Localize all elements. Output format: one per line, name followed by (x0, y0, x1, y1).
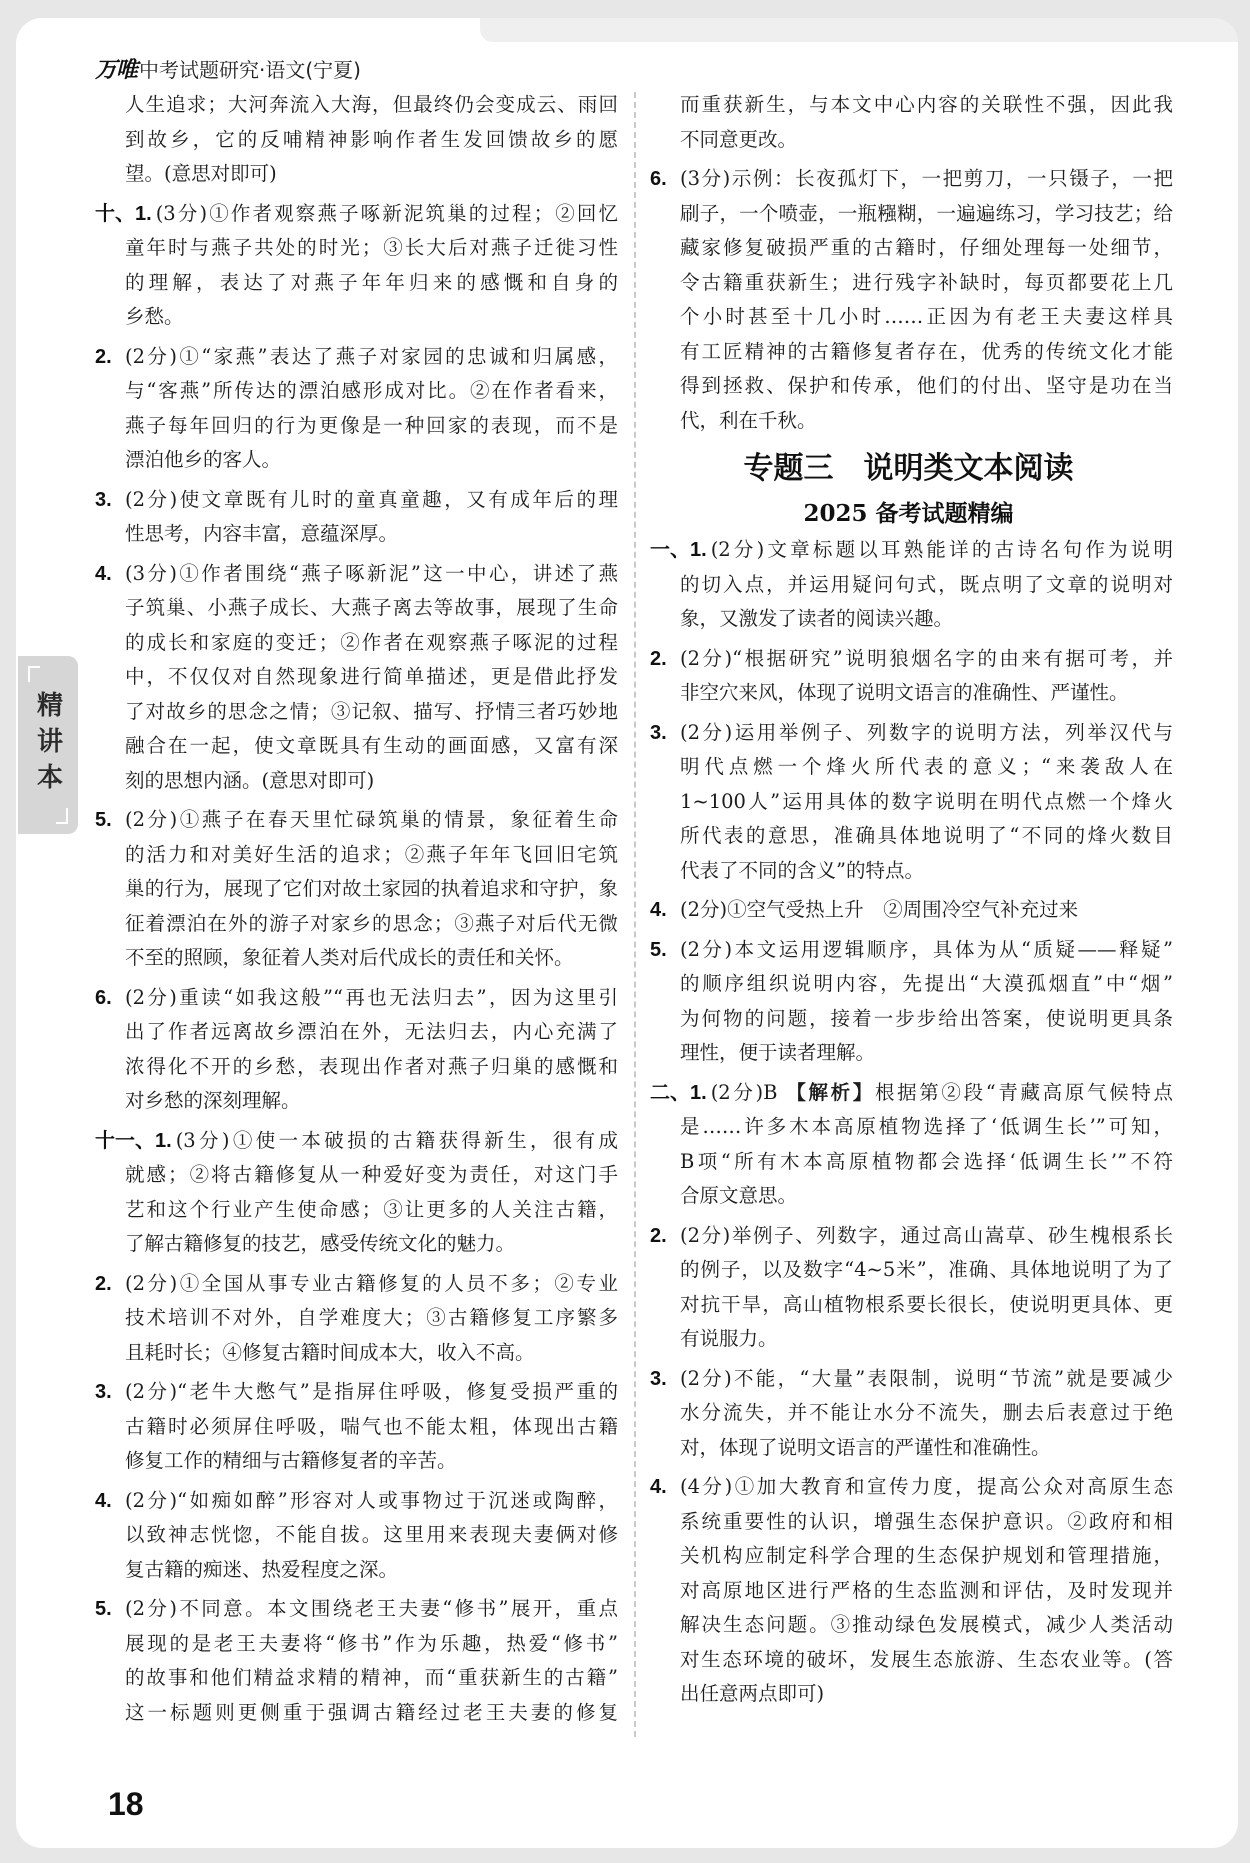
answer-line (125, 409, 618, 444)
answer-line (650, 1470, 1173, 1505)
answer-text: 不至的照顾，象征着人类对后代成长的责任和关怀。 (125, 946, 574, 969)
answer-line (125, 1553, 618, 1588)
answer-line (125, 517, 618, 552)
answer-line (125, 1696, 618, 1731)
item-number: 4. (95, 562, 112, 585)
section-title-text: 说明类文本阅读 (863, 451, 1074, 486)
answer-text: (2分)“如痴如醉”形容对人或事物过于沉迷或陶醉， (125, 1488, 618, 1512)
item-number: 3. (95, 488, 112, 511)
answer-line (95, 340, 618, 375)
answer-item (650, 933, 1173, 1071)
answer-line (680, 1110, 1173, 1145)
item-number: 2. (650, 647, 667, 670)
answer-text-segment: 根据第②段“青藏高原气候特点 (874, 1080, 1173, 1104)
answer-text: 对高原地区进行严格的生态监测和评估，及时发现并 (680, 1578, 1173, 1602)
answer-line (680, 1643, 1173, 1678)
answer-line (125, 660, 618, 695)
answer-item (95, 197, 618, 335)
answer-text: 展现的是老王夫妻将“修书”作为乐趣，热爱“修书” (125, 1631, 618, 1655)
answer-text: 的例子，以及数字“4~5米”，准确、具体地说明了为了 (680, 1258, 1173, 1281)
answer-text: 的切入点，并运用疑问句式，既点明了文章的说明对 (680, 572, 1173, 596)
answer-text: 代表了不同的含义”的特点。 (680, 858, 924, 882)
answer-line (125, 1410, 618, 1445)
answer-line (125, 764, 618, 799)
answer-line (680, 1608, 1173, 1643)
answer-item (95, 803, 618, 976)
answer-text: (2分)①全国从事专业古籍修复的人员不多；②专业 (125, 1271, 618, 1295)
item-number: 2. (95, 345, 112, 368)
answer-line (95, 197, 618, 232)
page-number: 18 (108, 1786, 144, 1822)
answer-line (125, 374, 618, 409)
answer-line (95, 1484, 618, 1519)
answer-item (650, 716, 1173, 889)
answer-line (125, 1661, 618, 1696)
answer-text: 技术培训不对外，自学难度大；③古籍修复工序繁多 (125, 1306, 618, 1329)
answer-item (125, 88, 618, 192)
right-column-answers (650, 533, 1173, 1712)
section-side-tab (18, 656, 78, 834)
answer-line (680, 1505, 1173, 1540)
answer-line (125, 1050, 618, 1085)
answer-item (650, 893, 1173, 928)
answer-text: 是……许多木本高原植物选择了‘低调生长’”可知， (680, 1115, 1173, 1138)
answer-text: 童年时与燕子共处的时光；③长大后对燕子迁徙习性 (125, 236, 618, 259)
answer-line (650, 1362, 1173, 1397)
answer-text: 系统重要性的认识，增强生态保护意识。②政府和相 (680, 1509, 1173, 1533)
answer-line (680, 1431, 1173, 1466)
answer-text: 合原文意思。 (680, 1184, 798, 1207)
answer-line (680, 854, 1173, 889)
answer-line (680, 819, 1173, 854)
answer-line (125, 123, 618, 158)
answer-text: 艺和这个行业产生使命感；③让更多的人关注古籍， (125, 1197, 618, 1221)
section-label: 专题三 (743, 451, 834, 486)
answer-line (125, 695, 618, 730)
answer-text: 所代表的意思，准确具体地说明了“不同的烽火数目 (680, 824, 1173, 847)
answer-text: 出了作者远离故乡漂泊在外，无法归去，内心充满了 (125, 1020, 618, 1043)
answer-item (95, 1124, 618, 1262)
answer-line (680, 967, 1173, 1002)
answer-text: 融合在一起，使文章既具有生动的画面感，又富有深 (125, 734, 618, 757)
item-number: 4. (95, 1489, 112, 1512)
answer-text: (2分)不能，“大量”表限制，说明“节流”就是要减少 (680, 1366, 1173, 1390)
answer-line (125, 157, 618, 192)
answer-item (95, 1375, 618, 1479)
answer-text: 与“客燕”所传达的漂泊感形成对比。②在作者看来， (125, 379, 618, 402)
top-band (480, 18, 1238, 42)
answer-item (95, 1267, 618, 1371)
right-column-continued-answers (650, 88, 1173, 438)
answer-text: (3分)示例：长夜孤灯下，一把剪刀，一只镊子，一把 (680, 167, 1173, 190)
book-title: 中考试题研究·语文(宁夏) (139, 57, 361, 82)
answer-line (680, 1322, 1173, 1357)
answer-item (95, 340, 618, 478)
answer-line (680, 300, 1173, 335)
answer-line (125, 1015, 618, 1050)
answer-text: (2分)①燕子在春天里忙碌筑巢的情景，象征着生命 (125, 808, 618, 831)
item-number: 4. (650, 899, 667, 921)
answer-text: 性思考，内容丰富，意蕴深厚。 (125, 522, 399, 545)
answer-text: 解决生态问题。③推动绿色发展模式，减少人类活动 (680, 1613, 1173, 1636)
answer-item (650, 162, 1173, 438)
answer-text: 非空穴来风，体现了说明文语言的准确性、严谨性。 (680, 681, 1129, 704)
answer-line (680, 676, 1173, 711)
answer-line (95, 1592, 618, 1627)
answer-text: (3分)①使一本破损的古籍获得新生，很有成 (175, 1128, 618, 1152)
item-number: 3. (95, 1381, 112, 1403)
answer-line (650, 1219, 1173, 1254)
brand-logo: 万唯 (95, 57, 138, 83)
answer-line (95, 803, 618, 838)
answer-line (680, 1539, 1173, 1574)
item-number: 2. (95, 1272, 112, 1295)
item-number: 5. (95, 809, 112, 831)
item-number: 6. (95, 986, 112, 1009)
answer-text: 对，体现了说明文语言的严谨性和准确性。 (680, 1435, 1051, 1459)
left-column (95, 88, 618, 1735)
answer-line (125, 1193, 618, 1228)
answer-text: 明代点燃一个烽火所代表的意义；“来袭敌人在 (680, 755, 1173, 778)
answer-line (680, 369, 1173, 404)
answer-line (680, 1288, 1173, 1323)
answer-text: 修复工作的精细与古籍修复者的辛苦。 (125, 1449, 457, 1472)
side-tab-label: 精讲本 (32, 691, 63, 799)
answer-text: 令古籍重获新生；进行残字补缺时，每页都要花上几 (680, 270, 1173, 294)
answer-text: (2分)本文运用逻辑顺序，具体为从“质疑——释疑” (680, 937, 1173, 961)
item-number: 十、1. (95, 202, 152, 225)
answer-line (680, 602, 1173, 637)
answer-text: 的活力和对美好生活的追求；②燕子年年飞回旧宅筑 (125, 842, 618, 866)
answer-text: 且耗时长；④修复古籍时间成本大，收入不高。 (125, 1340, 535, 1364)
answer-item (650, 1219, 1173, 1357)
answer-line (125, 872, 618, 907)
answer-item (650, 1470, 1173, 1712)
answer-line (125, 1336, 618, 1371)
answer-text: (2分)①“家燕”表达了燕子对家园的忠诚和归属感， (125, 344, 618, 368)
answer-text: (2分)“根据研究”说明狼烟名字的由来有据可考，并 (680, 646, 1173, 670)
answer-text: 漂泊他乡的客人。 (125, 448, 282, 471)
item-number: 5. (650, 938, 667, 961)
answer-item (95, 1592, 618, 1730)
answer-text: 象，又激发了读者的阅读兴趣。 (680, 607, 954, 630)
answer-text: 对抗干旱，高山植物根系要长很长，使说明更具体、更 (680, 1292, 1173, 1316)
answer-line (650, 893, 1173, 928)
answer-line (680, 335, 1173, 370)
answer-text: 而重获新生，与本文中心内容的关联性不强，因此我 (680, 93, 1173, 116)
answer-text: 对乡愁的深刻理解。 (125, 1089, 301, 1112)
answer-text: 藏家修复破损严重的古籍时，仔细处理每一处细节， (680, 236, 1173, 259)
answer-text: (2分)运用举例子、列数字的说明方法，列举汉代与 (680, 720, 1173, 744)
answer-text: 理性，便于读者理解。 (680, 1041, 876, 1064)
answer-text: 水分流失，并不能让水分不流失，删去后表意过于绝 (680, 1401, 1173, 1424)
answer-text: 复古籍的痴迷、热爱程度之深。 (125, 1557, 399, 1581)
answer-text: 人生追求；大河奔流入大海，但最终仍会变成云、雨回 (125, 93, 618, 116)
answer-line (125, 729, 618, 764)
answer-text: 乡愁。 (125, 305, 184, 328)
answer-text: 的成长和家庭的变迁；②作者在观察燕子啄泥的过程 (125, 630, 618, 654)
answer-line (125, 231, 618, 266)
answer-text: 个小时甚至十几小时……正因为有老王夫妻这样具 (680, 305, 1173, 328)
answer-line (680, 197, 1173, 232)
answer-item (95, 483, 618, 552)
answer-line (680, 1677, 1173, 1712)
answer-line (125, 941, 618, 976)
answer-line (680, 1002, 1173, 1037)
answer-line (125, 626, 618, 661)
running-header (95, 52, 361, 84)
item-number: 3. (650, 1367, 667, 1390)
answer-line (95, 1375, 618, 1410)
answer-line (95, 483, 618, 518)
answer-text: 得到拯救、保护和传承，他们的付出、坚守是功在当 (680, 374, 1173, 397)
answer-line (650, 716, 1173, 751)
answer-text: 有工匠精神的古籍修复者存在，优秀的传统文化才能 (680, 339, 1173, 363)
answer-text: 古籍时必须屏住呼吸，喘气也不能太粗，体现出古籍 (125, 1414, 618, 1438)
answer-line (95, 1124, 618, 1159)
section-subtitle: 2025 备考试题精编 (803, 500, 1014, 527)
answer-line (125, 1084, 618, 1119)
answer-line (650, 1076, 1173, 1111)
answer-text: (4分)①加大教育和宣传力度，提高公众对高原生态 (680, 1475, 1173, 1498)
answer-line (125, 838, 618, 873)
answer-line (125, 1227, 618, 1262)
answer-line (650, 933, 1173, 968)
answer-text: 以致神志恍惚，不能自拔。这里用来表现夫妻俩对修 (125, 1523, 618, 1546)
answer-line (650, 533, 1173, 568)
answer-text: 望。(意思对即可) (125, 162, 277, 185)
answer-item (95, 1484, 618, 1588)
answer-line (95, 1267, 618, 1302)
item-number: 一、1. (650, 539, 707, 561)
answer-line (125, 1301, 618, 1336)
answer-text: 关机构应制定科学合理的生态保护规划和管理措施， (680, 1544, 1173, 1567)
column-divider (634, 92, 636, 1737)
answer-line (650, 642, 1173, 677)
answer-line (680, 1396, 1173, 1431)
answer-text: (2分)重读“如我这般”“再也无法归去”，因为这里引 (125, 985, 618, 1009)
answer-text: 刻的思想内涵。(意思对即可) (125, 768, 375, 792)
answer-text: 浓得化不开的乡愁，表现出作者对燕子归巢的感慨和 (125, 1054, 618, 1078)
answer-text: (2分)①空气受热上升 ②周围冷空气补充过来 (680, 898, 1079, 921)
answer-text: (3分)①作者观察燕子啄新泥筑巢的过程；②回忆 (155, 201, 618, 225)
section-title (680, 443, 1137, 495)
answer-text: (2分)不同意。本文围绕老王夫妻“修书”展开，重点 (125, 1597, 618, 1620)
answer-line (125, 907, 618, 942)
answer-text: 的顺序组织说明内容，先提出“大漠孤烟直”中“烟” (680, 972, 1173, 995)
answer-text-segment: (2分)B (710, 1080, 787, 1104)
item-number: 二、1. (650, 1081, 707, 1104)
item-number: 3. (650, 721, 667, 744)
answer-item (650, 642, 1173, 711)
answer-line (680, 1253, 1173, 1288)
answer-line (125, 591, 618, 626)
answer-text: 代，利在千秋。 (680, 408, 817, 432)
answer-text: 燕子每年回归的行为更像是一种回家的表现，而不是 (125, 413, 618, 437)
answer-line (125, 266, 618, 301)
answer-line (680, 1574, 1173, 1609)
answer-text: 不同意更改。 (680, 127, 798, 151)
answer-text: 中，不仅仅对自然现象进行简单描述，更是借此抒发 (125, 665, 618, 688)
item-number: 6. (650, 168, 667, 190)
answer-text: 这一标题则更侧重于强调古籍经过老王夫妻的修复 (125, 1700, 618, 1724)
answer-text: (2分)文章标题以耳熟能详的古诗名句作为说明 (710, 538, 1173, 561)
answer-text: 刷子，一个喷壶，一瓶糨糊，一遍遍练习，学习技艺；给 (680, 201, 1173, 225)
answer-line (125, 443, 618, 478)
answer-text: 的故事和他们精益求精的精神，而“重获新生的古籍” (125, 1666, 618, 1689)
answer-text: 了对故乡的思念之情；③记叙、描写、抒情三者巧妙地 (125, 699, 618, 723)
answer-text: 出任意两点即可) (680, 1682, 825, 1705)
answer-text: 巢的行为，展现了它们对故土家园的执着追求和守护，象 (125, 877, 618, 900)
answer-line (125, 1158, 618, 1193)
answer-item (95, 557, 618, 799)
answer-line (125, 300, 618, 335)
answer-line (680, 1145, 1173, 1180)
answer-text: 到故乡，它的反哺精神影响作者生发回馈故乡的愿 (125, 127, 618, 151)
answer-line (680, 266, 1173, 301)
answer-text: 子筑巢、小燕子成长、大燕子离去等故事，展现了生命 (125, 596, 618, 619)
analysis-tag: 【解析】 (786, 1080, 875, 1104)
answer-item (95, 981, 618, 1119)
answer-line (125, 1627, 618, 1662)
answer-line (680, 1179, 1173, 1214)
answer-line (680, 750, 1173, 785)
answer-text: (2分)使文章既有儿时的童真童趣，又有成年后的理 (125, 487, 618, 511)
answer-item (650, 533, 1173, 637)
answer-line (125, 1518, 618, 1553)
answer-item (680, 88, 1173, 157)
answer-text: (2分)“老牛大憋气”是指屏住呼吸，修复受损严重的 (125, 1380, 618, 1403)
answer-text: 有说服力。 (680, 1327, 778, 1350)
answer-line (680, 1036, 1173, 1071)
answer-text: 了解古籍修复的技艺，感受传统文化的魅力。 (125, 1232, 516, 1255)
answer-line (680, 231, 1173, 266)
answer-text: 征着漂泊在外的游子对家乡的思念；③燕子对后代无微 (125, 911, 618, 935)
answer-text: 对生态环境的破坏，发展生态旅游、生态农业等。(答 (680, 1647, 1173, 1671)
answer-line (125, 1444, 618, 1479)
item-number: 十一、1. (95, 1129, 172, 1152)
answer-item (650, 1362, 1173, 1466)
answer-text: B项“所有木本高原植物都会选择‘低调生长’”不符 (680, 1149, 1173, 1173)
item-number: 4. (650, 1476, 667, 1498)
answer-line (680, 88, 1173, 123)
answer-text: (2分)举例子、列数字，通过高山嵩草、砂生槐根系长 (680, 1223, 1173, 1247)
answer-line (680, 568, 1173, 603)
answer-line (680, 785, 1173, 820)
answer-text (711, 1076, 1173, 1111)
answer-line (680, 123, 1173, 158)
answer-line (650, 162, 1173, 197)
answer-text: 为何物的问题，接着一步步给出答案，使说明更具条 (680, 1006, 1173, 1030)
answer-text: (3分)①作者围绕“燕子啄新泥”这一中心，讲述了燕 (125, 561, 618, 585)
answer-line (125, 88, 618, 123)
item-number: 2. (650, 1224, 667, 1247)
item-number: 5. (95, 1598, 112, 1620)
answer-text: 1~100人”运用具体的数字说明在明代点燃一个烽火 (680, 789, 1173, 813)
answer-line (680, 404, 1173, 439)
answer-text: 的理解，表达了对燕子年年归来的感慨和自身的 (125, 270, 618, 294)
answer-item (650, 1076, 1173, 1214)
answer-text: 就感；②将古籍修复从一种爱好变为责任，对这门手 (125, 1163, 618, 1186)
right-column (650, 88, 1173, 1717)
answer-line (95, 557, 618, 592)
answer-line (95, 981, 618, 1016)
